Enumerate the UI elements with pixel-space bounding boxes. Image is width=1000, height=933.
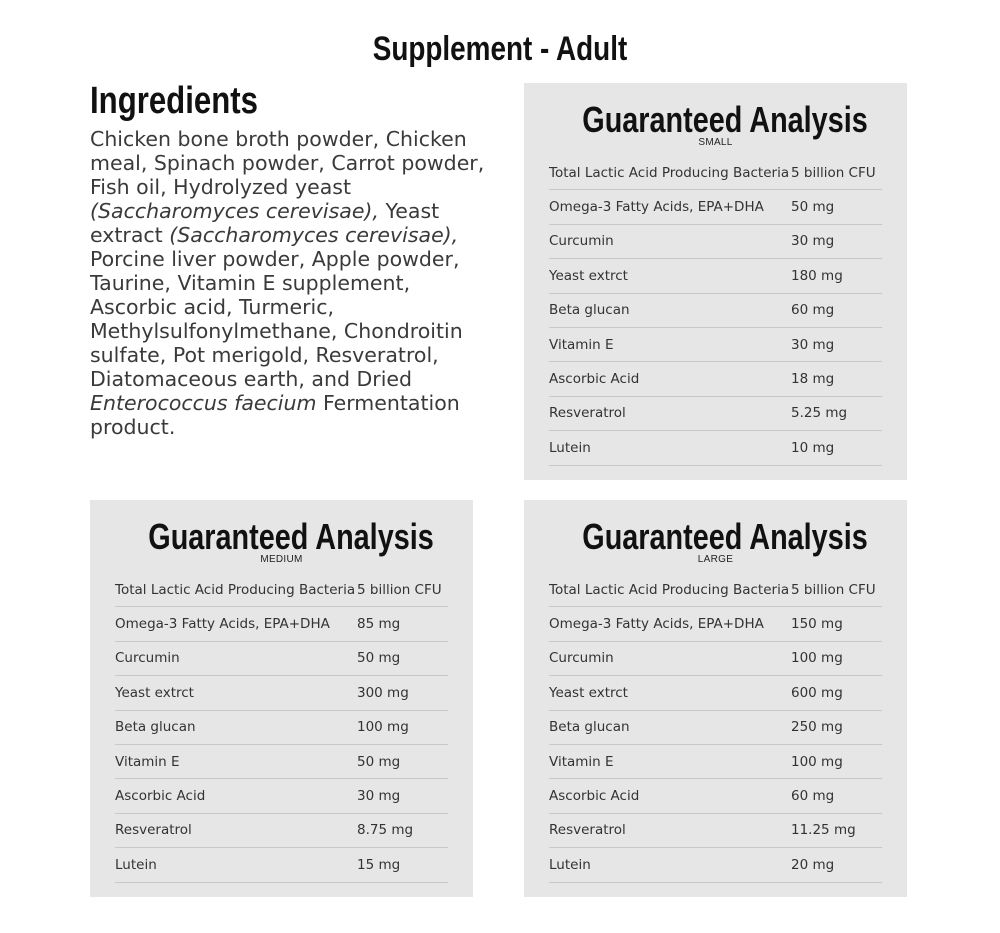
nutrient-value: 250 mg: [791, 719, 843, 736]
table-row: [549, 225, 882, 259]
ingredients-part-italic: (Saccharomyces cerevisae),: [169, 223, 459, 247]
table-row: [549, 259, 882, 293]
nutrient-name: Ascorbic Acid: [115, 788, 206, 805]
table-row: [115, 745, 448, 779]
table-row: [549, 848, 882, 882]
nutrient-name: Omega-3 Fatty Acids, EPA+DHA: [549, 199, 764, 216]
ingredients-part-italic: Enterococcus faecium: [90, 391, 317, 415]
nutrient-name: Resveratrol: [115, 822, 192, 839]
table-row: [549, 779, 882, 813]
nutrient-name: Vitamin E: [115, 753, 180, 770]
nutrient-value: 60 mg: [791, 788, 835, 805]
ingredients-part: Chicken bone broth powder, Chicken meal, Spinach powder, Carrot powder, Fish oil, Hydrolyzed yeast: [90, 127, 485, 199]
table-row: [549, 642, 882, 676]
nutrient-name: Beta glucan: [549, 719, 630, 736]
nutrient-value: 100 mg: [791, 650, 843, 667]
table-row: [115, 779, 448, 813]
table-row: [549, 431, 882, 465]
nutrient-name: Ascorbic Acid: [549, 788, 640, 805]
analysis-rows: [549, 156, 882, 466]
nutrient-value: 300 mg: [357, 684, 409, 701]
nutrient-value: 5 billion CFU: [791, 581, 876, 598]
table-row: [549, 573, 882, 607]
nutrient-name: Omega-3 Fatty Acids, EPA+DHA: [115, 616, 330, 633]
panel-title: Guaranteed Analysis: [148, 516, 434, 557]
table-row: [549, 294, 882, 328]
nutrient-name: Total Lactic Acid Producing Bacteria: [549, 164, 790, 181]
table-row: [549, 190, 882, 224]
analysis-panel-small: [524, 83, 907, 480]
table-row: [549, 676, 882, 710]
ingredients-part: Yeast extract: [90, 199, 440, 247]
ingredients-heading: Ingredients: [90, 80, 258, 122]
ingredients-text: [90, 127, 490, 439]
nutrient-value: 50 mg: [357, 753, 401, 770]
table-row: [115, 607, 448, 641]
nutrient-value: 18 mg: [791, 371, 835, 388]
nutrient-name: Vitamin E: [549, 753, 614, 770]
nutrient-value: 180 mg: [791, 267, 843, 284]
nutrient-value: 50 mg: [357, 650, 401, 667]
table-row: [115, 711, 448, 745]
table-row: [549, 814, 882, 848]
table-row: [115, 814, 448, 848]
nutrient-value: 85 mg: [357, 616, 401, 633]
table-row: [549, 711, 882, 745]
nutrient-value: 5 billion CFU: [791, 164, 876, 181]
panel-title: Guaranteed Analysis: [582, 516, 868, 557]
panel-title: Guaranteed Analysis: [582, 99, 868, 140]
table-row: [549, 328, 882, 362]
analysis-rows: [549, 573, 882, 883]
nutrient-name: Curcumin: [549, 233, 614, 250]
nutrient-name: Yeast extrct: [115, 684, 194, 701]
nutrient-value: 150 mg: [791, 616, 843, 633]
nutrient-name: Curcumin: [115, 650, 180, 667]
nutrient-value: 11.25 mg: [791, 822, 856, 839]
nutrient-name: Lutein: [549, 856, 591, 873]
panel-size-label: SMALL: [698, 137, 733, 148]
ingredients-part-italic: (Saccharomyces cerevisae),: [90, 199, 379, 223]
nutrient-value: 100 mg: [357, 719, 409, 736]
nutrient-name: Resveratrol: [549, 405, 626, 422]
table-row: [115, 676, 448, 710]
table-row: [549, 362, 882, 396]
nutrient-value: 30 mg: [791, 336, 835, 353]
nutrient-value: 8.75 mg: [357, 822, 414, 839]
nutrient-value: 15 mg: [357, 856, 401, 873]
table-row: [115, 848, 448, 882]
nutrient-name: Yeast extrct: [549, 684, 628, 701]
nutrient-name: Beta glucan: [549, 302, 630, 319]
nutrient-name: Total Lactic Acid Producing Bacteria: [549, 581, 790, 598]
nutrient-value: 5 billion CFU: [357, 581, 442, 598]
nutrient-name: Curcumin: [549, 650, 614, 667]
nutrient-value: 30 mg: [791, 233, 835, 250]
nutrient-name: Total Lactic Acid Producing Bacteria: [115, 581, 356, 598]
analysis-panel-medium: [90, 500, 473, 897]
nutrient-value: 20 mg: [791, 856, 835, 873]
nutrient-name: Yeast extrct: [549, 267, 628, 284]
ingredients-part: Porcine liver powder, Apple powder, Taurine, Vitamin E supplement, Ascorbic acid, Turmeric, Methylsulfonylmethane, Chondroitin sulfate, Pot merigold, Resveratrol, Diatomaceous earth, and Dried: [90, 247, 463, 391]
ingredients-part: Fermentation product.: [90, 391, 460, 439]
table-row: [549, 397, 882, 431]
nutrient-name: Resveratrol: [549, 822, 626, 839]
nutrient-name: Vitamin E: [549, 336, 614, 353]
nutrient-name: Ascorbic Acid: [549, 371, 640, 388]
table-row: [549, 745, 882, 779]
nutrient-value: 100 mg: [791, 753, 843, 770]
nutrient-name: Lutein: [549, 439, 591, 456]
ingredients-section: [90, 80, 490, 439]
page-title: Supplement - Adult: [372, 30, 628, 68]
nutrient-name: Lutein: [115, 856, 157, 873]
panel-size-label: LARGE: [697, 554, 734, 565]
nutrient-value: 30 mg: [357, 788, 401, 805]
nutrient-name: Beta glucan: [115, 719, 196, 736]
nutrient-name: Omega-3 Fatty Acids, EPA+DHA: [549, 616, 764, 633]
nutrient-value: 600 mg: [791, 684, 843, 701]
nutrient-value: 5.25 mg: [791, 405, 848, 422]
table-row: [549, 607, 882, 641]
nutrient-value: 10 mg: [791, 439, 835, 456]
table-row: [115, 642, 448, 676]
table-row: [115, 573, 448, 607]
panel-size-label: MEDIUM: [260, 554, 303, 565]
table-row: [549, 156, 882, 190]
nutrient-value: 60 mg: [791, 302, 835, 319]
analysis-rows: [115, 573, 448, 883]
analysis-panel-large: [524, 500, 907, 897]
nutrient-value: 50 mg: [791, 199, 835, 216]
